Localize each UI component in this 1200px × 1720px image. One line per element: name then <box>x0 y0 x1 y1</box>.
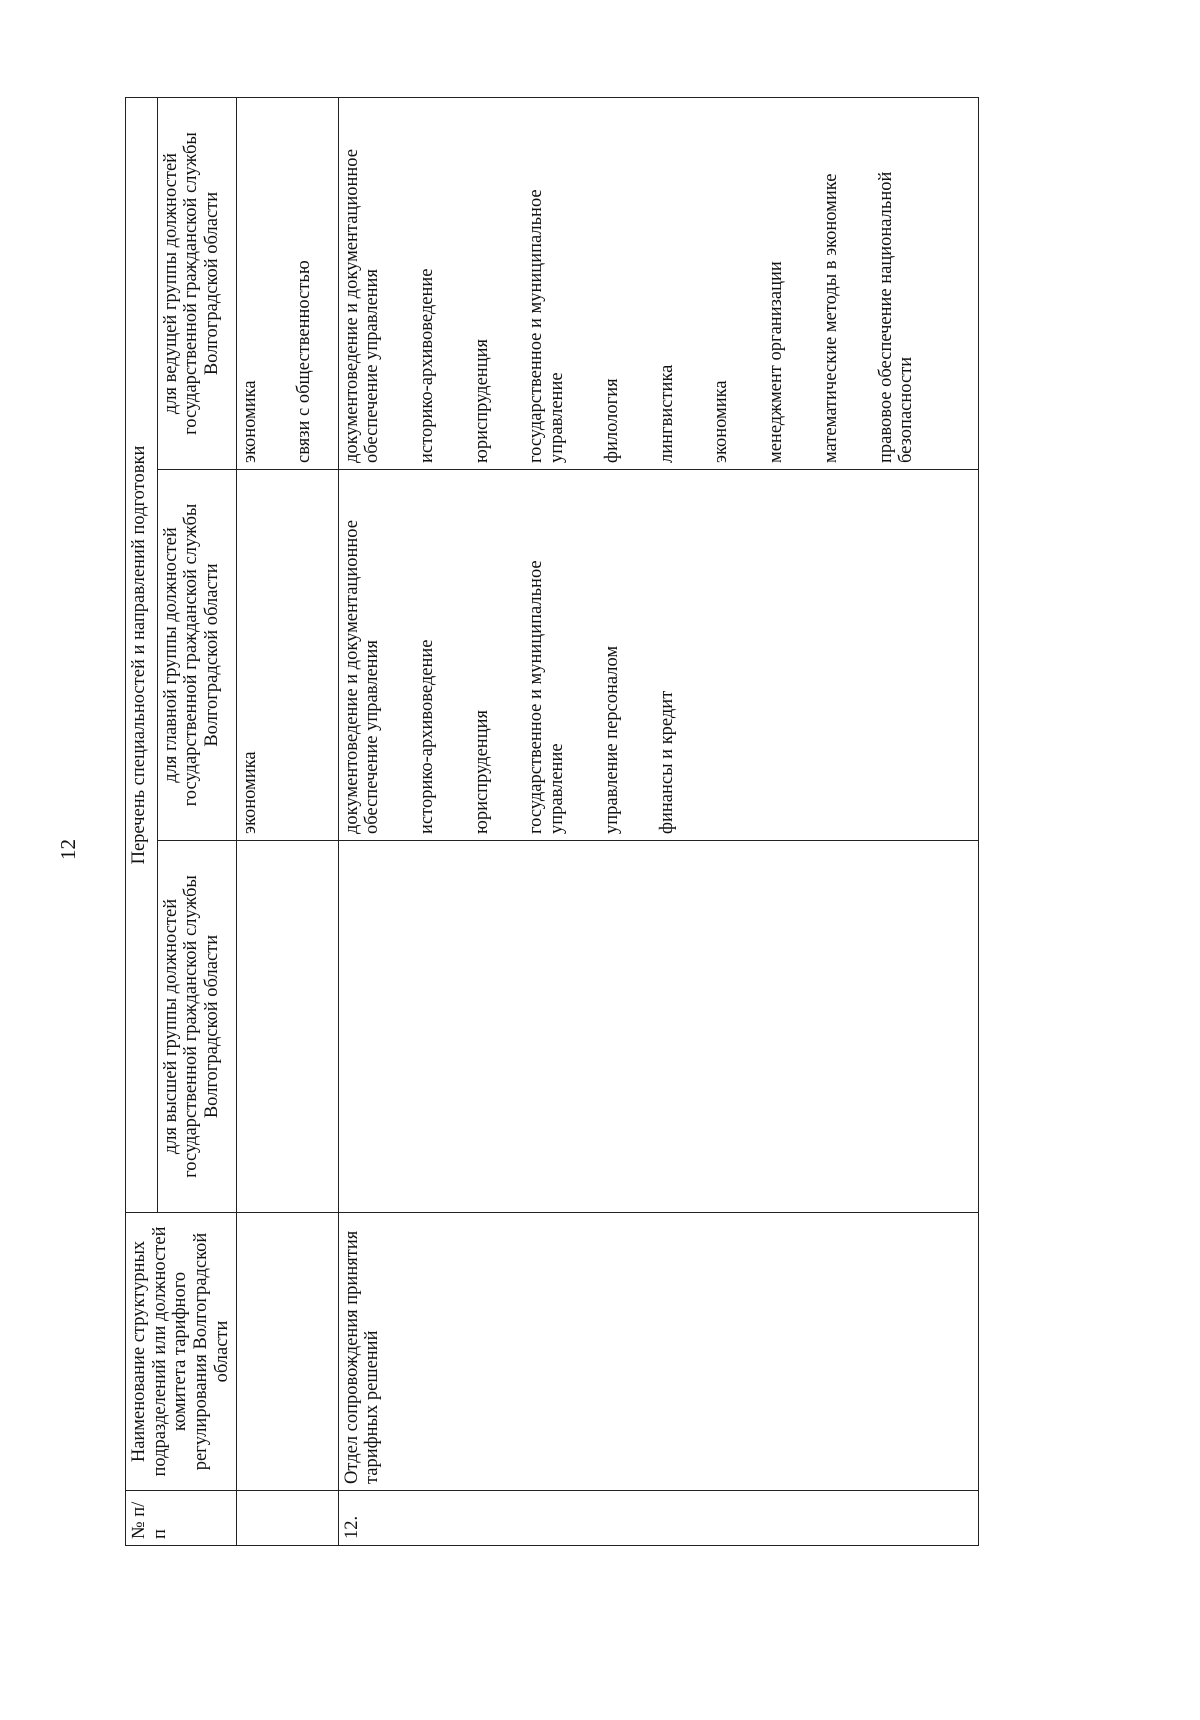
cell-name <box>236 1213 338 1491</box>
specialty-item: экономика <box>239 751 260 834</box>
table-row <box>338 98 978 1546</box>
specialty-item: экономика <box>711 380 732 463</box>
header-group-leading: для ведущей группы должностей государственной гражданской службы Волгоградской области <box>157 98 236 470</box>
header-name: Наименование структурных подразделений или должностей комитета тарифного регулирования Волгоградской области <box>126 1213 237 1491</box>
specialty-item: лингвистика <box>656 364 677 463</box>
specialty-item: историко-архивоведение <box>417 639 438 834</box>
specialty-item: государственное и муниципальное управление <box>526 560 568 834</box>
cell-num: 12. <box>338 1491 978 1546</box>
specialty-item: филология <box>601 378 622 463</box>
specialties-table <box>125 97 979 1546</box>
cell-name: Отдел сопровождения принятия тарифных решений <box>338 1213 978 1491</box>
rotated-table-sheet <box>125 98 1043 1546</box>
cell-highest <box>338 841 978 1213</box>
specialty-item: математические методы в экономике <box>820 173 841 463</box>
cell-leading <box>338 98 978 470</box>
page-number: 12 <box>56 839 80 860</box>
specialty-item: государственное и муниципальное управление <box>526 189 568 463</box>
specialty-item: связи с общественностью <box>294 260 315 463</box>
specialty-item: юриспруденция <box>471 709 492 834</box>
header-group-main: для главной группы должностей государственной гражданской службы Волгоградской области <box>157 470 236 841</box>
specialty-item: юриспруденция <box>471 338 492 463</box>
table-row <box>236 98 338 1546</box>
cell-leading <box>236 98 338 470</box>
specialty-item: документоведение и документационное обеспечение управления <box>341 520 383 834</box>
header-group-highest: для высшей группы должностей государственной гражданской службы Волгоградской области <box>157 841 236 1213</box>
specialty-item: управление персоналом <box>601 645 622 834</box>
header-list-title: Перечень специальностей и направлений подготовки <box>126 98 158 1213</box>
header-row-1 <box>126 98 158 1546</box>
specialty-item: менеджмент организации <box>766 261 787 463</box>
cell-main <box>338 470 978 841</box>
specialty-item: финансы и кредит <box>656 690 677 834</box>
cell-highest <box>236 841 338 1213</box>
specialty-item: экономика <box>239 380 260 463</box>
cell-main <box>236 470 338 841</box>
specialty-item: документоведение и документационное обеспечение управления <box>341 149 383 463</box>
cell-num <box>236 1491 338 1546</box>
header-num: № п/п <box>126 1491 237 1546</box>
specialty-item: правовое обеспечение национальной безопасности <box>875 171 917 463</box>
specialty-item: историко-архивоведение <box>417 268 438 463</box>
